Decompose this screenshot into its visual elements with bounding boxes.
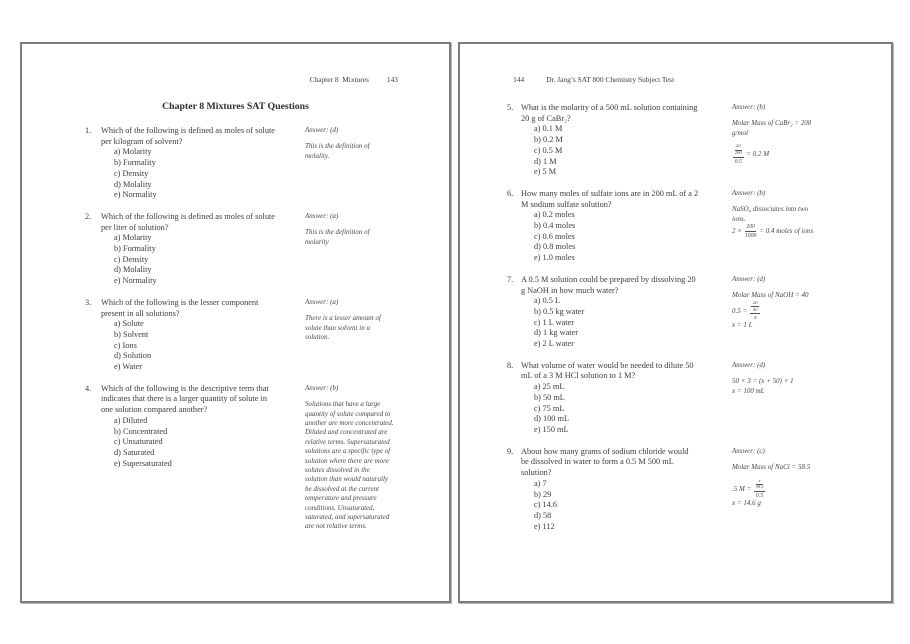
answer-option: c) Density <box>114 254 149 264</box>
answer-option: d) 1 M <box>534 156 557 166</box>
explanation-line: solution where there are more <box>305 456 389 465</box>
answer-option: c) 14.6 <box>534 500 558 510</box>
answer-option: b) 0.2 M <box>534 135 563 145</box>
answer-option: e) Water <box>114 362 142 372</box>
answer-column <box>305 126 397 161</box>
explanation-line: x = 100 mL <box>732 386 765 395</box>
answer-label: Answer: (b) <box>305 383 339 392</box>
running-head <box>502 66 891 93</box>
explanation-line: solutes dissolved in the <box>305 466 370 475</box>
question-item <box>85 298 449 373</box>
fraction-numerator <box>754 479 765 493</box>
fraction <box>750 301 761 322</box>
answer-option: e) 1.0 moles <box>534 253 575 263</box>
answer-option: a) Diluted <box>114 415 148 425</box>
answer-option: e) Supersaturated <box>114 458 172 468</box>
explanation-line <box>732 479 832 500</box>
chapter-title: Chapter 8 Mixtures SAT Questions <box>162 101 309 112</box>
answer-option: d) Molality <box>114 265 152 275</box>
answer-option: d) 100 mL <box>534 414 570 424</box>
answer-label: Answer: (d) <box>732 360 766 369</box>
explanation-line: Diluted and concentrated are <box>305 428 388 437</box>
explanation-line: This is the definition of <box>305 142 370 151</box>
explanation-paragraph <box>305 228 397 247</box>
answer-option: e) 5 M <box>534 167 557 177</box>
formula-text: = 0.4 moles of ions <box>757 227 814 236</box>
explanation-paragraph <box>732 291 832 331</box>
fraction-denominator <box>754 492 765 499</box>
explanation-line: solution. <box>305 333 330 342</box>
formula-text: 2 × <box>732 227 744 236</box>
question-number: 6. <box>507 188 514 198</box>
answer-label: Answer: (b) <box>732 188 766 197</box>
formula-text: 20 <box>752 299 758 305</box>
answer-option: c) Ions <box>114 340 137 350</box>
fraction-numerator <box>745 224 757 232</box>
question-text-line: Which of the following is the descriptive term that <box>101 383 269 393</box>
answer-option: a) 7 <box>534 478 547 488</box>
explanation-line <box>732 224 832 239</box>
page-left <box>20 42 451 603</box>
question-number: 9. <box>507 446 514 456</box>
question-text-line: Which of the following is defined as moles of solute <box>101 126 275 135</box>
fraction-denominator <box>756 485 764 490</box>
answer-option: c) 0.6 moles <box>534 231 575 241</box>
explanation-paragraph <box>305 314 397 342</box>
answer-option: c) 75 mL <box>534 403 565 413</box>
question-text-line: About how many grams of sodium chloride would <box>521 446 689 456</box>
explanation-line: conditions. Unsaturated, <box>305 503 375 512</box>
question-text-line: be dissolved in water to form a 0.5 M 500 mL <box>521 457 674 467</box>
explanation-paragraph <box>732 119 832 138</box>
explanation-line: are not relative terms. <box>305 522 367 531</box>
question-number: 2. <box>85 211 92 221</box>
question-text-line: M sodium sulfate solution? <box>521 199 612 209</box>
question-number: 7. <box>507 274 514 284</box>
fraction <box>745 224 757 239</box>
answer-option: d) 58 <box>534 510 552 520</box>
explanation-line: temperature and pressure <box>305 494 377 503</box>
fraction-numerator <box>750 301 761 315</box>
answer-label: Answer: (d) <box>305 126 339 134</box>
answer-option: a) Molarity <box>114 147 152 157</box>
explanation-line: Molar Mass of NaOH = 40 <box>732 291 809 300</box>
question-text-line: per liter of solution? <box>101 222 169 232</box>
answer-option: e) 112 <box>534 521 555 531</box>
question-body <box>521 189 723 264</box>
explanation-line: There is a lesser amount of <box>305 314 381 323</box>
fraction-numerator <box>733 144 744 158</box>
formula-text: 200 <box>734 150 742 156</box>
question-item <box>507 447 891 533</box>
answer-label: Answer: (c) <box>732 446 765 455</box>
question-body <box>101 212 299 287</box>
answer-column <box>732 447 832 509</box>
formula-text: = 0.2 M <box>744 150 770 159</box>
fraction-denominator <box>735 151 743 156</box>
explanation-line <box>732 144 832 165</box>
fraction-denominator <box>745 232 757 239</box>
fraction <box>756 479 764 491</box>
fraction-denominator <box>751 307 759 312</box>
explanation-line: Solutions that have a large <box>305 400 381 409</box>
question-number: 5. <box>507 103 514 112</box>
explanation-paragraph <box>732 144 832 165</box>
answer-option: d) Molality <box>114 179 152 189</box>
answer-option: b) 0.4 moles <box>534 221 576 231</box>
question-item <box>507 275 891 350</box>
answer-option: e) 150 mL <box>534 424 569 434</box>
explanation-line: solution than would naturally <box>305 475 389 484</box>
answer-option: a) Solute <box>114 319 144 329</box>
explanation-paragraph <box>732 479 832 509</box>
answer-option: b) 50 mL <box>534 392 565 402</box>
question-text-line: 20 g of CaBr₂? <box>521 113 571 123</box>
explanation-line: Molar Mass of NaCl = 58.5 <box>732 463 811 472</box>
fraction <box>754 479 765 500</box>
explanation-paragraph <box>305 400 397 532</box>
explanation-line: molality. <box>305 151 330 160</box>
explanation-line: solute than solvent in a <box>305 323 370 332</box>
answer-option: a) 25 mL <box>534 382 565 392</box>
fraction-denominator <box>733 158 744 165</box>
answer-option: a) Molarity <box>114 233 152 243</box>
question-number: 8. <box>507 360 514 370</box>
question-number: 4. <box>85 383 92 393</box>
answer-option: b) Formality <box>114 158 156 168</box>
question-number: 1. <box>85 126 92 135</box>
answer-option: b) Solvent <box>114 329 149 339</box>
question-text-line: mL of a 3 M HCl solution to 1 M? <box>521 371 636 381</box>
question-text-line: What is the molarity of a 500 mL solution containing <box>521 103 698 112</box>
formula-text: .5 M = <box>732 484 754 493</box>
question-body <box>521 275 723 350</box>
page-number: 144 <box>513 75 525 84</box>
explanation-line: ions. <box>732 214 746 223</box>
question-text-line: present in all solutions? <box>101 308 180 318</box>
explanation-line: saturated, and supersaturated <box>305 513 390 522</box>
formula-text: 40 <box>752 306 758 312</box>
answer-option: e) Normality <box>114 190 157 200</box>
formula-text: 0.5 = <box>732 306 749 315</box>
answer-option: b) Concentrated <box>114 426 168 436</box>
question-text-line: indicates that there is a larger quantity of solute in <box>101 394 267 404</box>
answer-column <box>732 103 832 165</box>
running-head-chapter: Chapter 8 Mixtures <box>309 75 369 84</box>
answer-label: Answer: (b) <box>732 103 766 111</box>
running-head-book-title: Dr. Jang’s SAT 800 Chemistry Subject Test <box>546 75 675 84</box>
answer-column <box>732 361 832 396</box>
answer-option: e) Normality <box>114 276 157 286</box>
answer-label: Answer: (a) <box>305 297 339 306</box>
explanation-paragraph <box>732 377 832 396</box>
question-text-line: A 0.5 M solution could be prepared by dissolving 20 <box>521 274 696 284</box>
formula-text: x <box>753 314 757 321</box>
question-text-line: g NaOH in how much water? <box>521 285 619 295</box>
question-text-line: solution? <box>521 468 552 478</box>
question-item <box>85 212 449 287</box>
question-item <box>507 361 891 436</box>
explanation-line: g/mol <box>732 128 748 137</box>
question-text-line: What volume of water would be needed to dilute 50 <box>521 360 694 370</box>
answer-option: d) Solution <box>114 351 152 361</box>
question-item <box>85 126 449 201</box>
answer-option: d) 0.8 moles <box>534 242 576 252</box>
answer-option: d) 1 kg water <box>534 328 579 338</box>
question-body <box>521 447 723 533</box>
fraction-denominator <box>750 314 761 321</box>
explanation-paragraph <box>732 463 832 472</box>
formula-text: x <box>758 477 761 483</box>
answer-column <box>305 384 397 532</box>
answer-label: Answer: (a) <box>305 211 339 220</box>
answer-option: c) Density <box>114 168 149 178</box>
question-item <box>507 103 891 178</box>
formula-text: 0.5 <box>734 158 742 165</box>
explanation-line: molarity <box>305 237 329 246</box>
fraction <box>733 144 744 165</box>
fraction <box>751 301 759 313</box>
question-list <box>85 126 449 532</box>
answer-option: c) 0.5 M <box>534 145 563 155</box>
page-number: 143 <box>386 75 398 84</box>
question-text-line: Which of the following is defined as moles of solute <box>101 211 275 221</box>
question-text-line: How many moles of sulfate ions are in 200 mL of a 2 <box>521 188 699 198</box>
explanation-line: relative terms. Supersaturated <box>305 437 390 446</box>
answer-option: b) 29 <box>534 489 552 499</box>
answer-option: a) 0.1 M <box>534 124 563 134</box>
question-body <box>101 298 299 373</box>
explanation-line <box>732 301 832 322</box>
question-text-line: Which of the following is the lesser component <box>101 297 259 307</box>
answer-option: e) 2 L water <box>534 339 575 349</box>
answer-option: b) 0.5 kg water <box>534 306 585 316</box>
explanation-line: quantity of solute compared to <box>305 409 391 418</box>
explanation-line: another are more concentrated. <box>305 418 394 427</box>
question-text-line: one solution compared another? <box>101 405 208 415</box>
question-body <box>101 126 299 201</box>
answer-option: a) 0.2 moles <box>534 210 575 220</box>
explanation-line: x = 1 L <box>732 321 753 330</box>
answer-column <box>732 275 832 331</box>
formula-text: 200 <box>746 224 755 231</box>
question-item <box>85 384 449 532</box>
answer-column <box>305 212 397 247</box>
formula-text: 20 <box>736 143 741 149</box>
page-right <box>458 42 893 603</box>
explanation-line: Molar Mass of CaBr₂ = 200 <box>732 119 812 128</box>
explanation-line: solutions are a specific type of <box>305 447 391 456</box>
question-number: 3. <box>85 297 92 307</box>
question-body <box>521 361 723 436</box>
answer-option: c) 1 L water <box>534 317 575 327</box>
explanation-line: 50 × 3 = (x + 50) × 1 <box>732 377 794 386</box>
answer-option: a) 0.5 L <box>534 296 561 306</box>
formula-text: 0.5 <box>755 492 764 499</box>
answer-option: b) Formality <box>114 244 156 254</box>
question-list <box>507 103 891 532</box>
explanation-line: This is the definition of <box>305 228 370 237</box>
answer-column <box>732 189 832 239</box>
formula-text: 58.5 <box>755 484 764 490</box>
question-body <box>521 103 723 178</box>
question-item <box>507 189 891 264</box>
answer-label: Answer: (d) <box>732 274 766 283</box>
question-body <box>101 384 299 470</box>
explanation-line: be dissolved at the current <box>305 484 380 493</box>
answer-column <box>305 298 397 343</box>
question-text-line: per kilogram of solvent? <box>101 136 183 146</box>
answer-option: c) Unsaturated <box>114 437 163 447</box>
running-head <box>22 66 398 93</box>
explanation-line: NaSO₄ dissociates into two <box>732 205 809 214</box>
explanation-paragraph <box>732 205 832 239</box>
formula-text: 1000 <box>744 232 757 239</box>
explanation-line: x = 14.6 g <box>732 499 761 508</box>
fraction <box>735 144 743 156</box>
explanation-paragraph <box>305 142 397 161</box>
answer-option: d) Saturated <box>114 447 155 457</box>
